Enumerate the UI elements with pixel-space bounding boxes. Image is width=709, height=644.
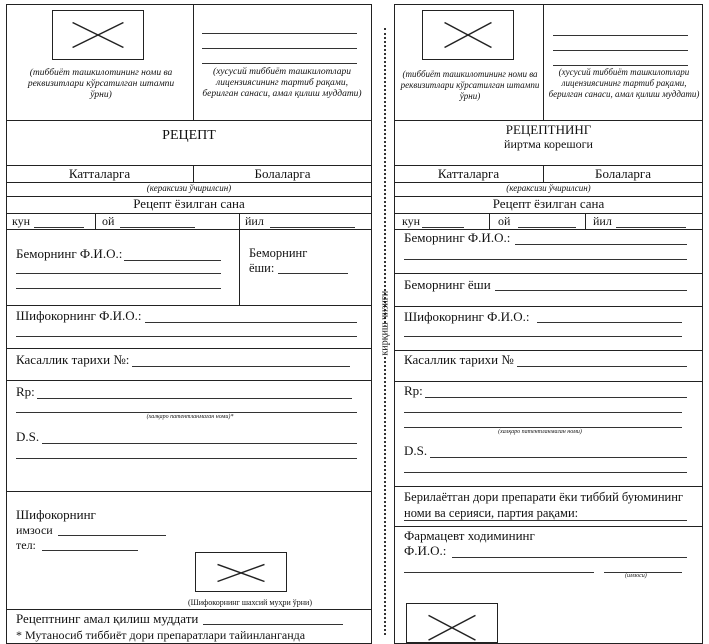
right-stamp-caption: (тиббиёт ташкилотининг номи ва реквизитлари кўрсатилган штампи ўрни) — [400, 69, 540, 101]
right-ds-label: D.S. — [404, 443, 428, 458]
right-date-header: Рецепт ёзилган сана — [492, 196, 605, 211]
left-stamp-placeholder — [52, 10, 144, 60]
divider — [6, 380, 372, 381]
right-month-label: ой — [498, 214, 511, 228]
left-patient-name-line-2[interactable] — [16, 273, 221, 274]
divider — [489, 213, 490, 229]
left-patient-name-field[interactable] — [124, 260, 221, 261]
left-patient-name-line-3[interactable] — [16, 288, 221, 289]
right-pharmacist-label-2: Ф.И.О.: — [404, 543, 447, 558]
divider — [585, 213, 586, 229]
right-history-field[interactable] — [517, 366, 687, 367]
right-patient-name-label: Беморнинг Ф.И.О.: — [404, 230, 511, 245]
right-license-line-3 — [553, 65, 688, 66]
divider — [239, 213, 240, 305]
left-license-caption: (хусусий тиббиёт ташкилотлари лицензиясининг тартиб рақами, берилган санаси, амал қилиш муддати) — [202, 67, 362, 99]
right-stamp-placeholder — [422, 10, 514, 60]
left-header-divider — [193, 4, 194, 120]
left-strike-note: (кераксизи ўчирилсин) — [146, 183, 232, 193]
divider — [543, 4, 544, 120]
left-inn-caption: (халқаро патентланмаган номи)* — [146, 414, 234, 420]
divider — [6, 491, 372, 492]
divider — [394, 350, 703, 351]
right-ds-line-2[interactable] — [404, 472, 687, 473]
left-doctor-seal-placeholder — [195, 552, 287, 592]
left-date-header: Рецепт ёзилган сана — [133, 196, 245, 211]
left-rp-line-2[interactable] — [16, 412, 357, 413]
divider — [394, 120, 703, 121]
cut-line-label: кирқиш чизиғи — [379, 290, 391, 356]
left-day-field[interactable] — [34, 227, 84, 228]
right-day-field[interactable] — [422, 227, 464, 228]
left-patient-age-label-1: Беморнинг — [249, 246, 308, 260]
cross-icon — [407, 604, 497, 642]
right-doctor-name-line-2[interactable] — [404, 336, 682, 337]
right-patient-age-field[interactable] — [495, 290, 687, 291]
left-history-label: Касаллик тарихи №: — [16, 352, 130, 367]
left-day-label: кун — [12, 214, 31, 228]
left-validity-label: Рецептнинг амал қилиш муддати — [16, 611, 199, 626]
divider — [6, 348, 372, 349]
right-doctor-name-field[interactable] — [537, 322, 682, 323]
right-license-caption: (хусусий тиббиёт ташкилотлари лицензиясининг тартиб рақами, берилган санаси, амал қилиш муддати) — [548, 67, 700, 99]
left-doctor-name-field[interactable] — [145, 322, 357, 323]
right-month-field[interactable] — [518, 227, 576, 228]
divider — [6, 213, 372, 214]
license-line-1 — [202, 33, 357, 34]
left-history-field[interactable] — [132, 366, 350, 367]
right-rp-label: Rp: — [404, 383, 423, 398]
left-children-option[interactable]: Болаларга — [254, 166, 311, 181]
left-year-field[interactable] — [270, 227, 355, 228]
divider — [6, 120, 372, 121]
divider — [394, 213, 703, 214]
left-patient-age-label-2: ёши: — [249, 261, 275, 275]
right-form-title-1: РЕЦЕПТНИНГ — [505, 122, 592, 137]
left-phone-field[interactable] — [42, 550, 138, 551]
left-doctor-name-label: Шифокорнинг Ф.И.О.: — [16, 308, 142, 323]
left-month-label: ой — [102, 214, 115, 228]
right-signature-caption: (имзоси) — [625, 573, 647, 579]
left-seal-caption: (Шифокорнинг шахсий муҳри ўрни) — [188, 598, 312, 607]
left-doctor-sign-label-1: Шифокорнинг — [16, 507, 96, 522]
right-drug-label-2: номи ва серияси, партия рақами: — [404, 506, 579, 520]
right-year-field[interactable] — [616, 227, 686, 228]
right-strike-note: (кераксизи ўчирилсин) — [506, 183, 591, 193]
divider — [394, 273, 703, 274]
divider — [6, 609, 372, 610]
right-patient-age-label: Беморнинг ёши — [404, 277, 491, 292]
left-patient-age-field[interactable] — [278, 273, 348, 274]
left-ds-line-2[interactable] — [16, 458, 357, 459]
right-license-line-2 — [553, 50, 688, 51]
divider — [95, 213, 96, 229]
left-doctor-sign-label-2: имзоси — [16, 523, 53, 537]
left-footnote: * Мутаносиб тиббиёт дори препаратлари тайинланганда — [16, 628, 306, 642]
cross-icon — [423, 11, 513, 59]
right-rp-line-3[interactable] — [404, 427, 682, 428]
divider — [394, 381, 703, 382]
cross-icon — [196, 553, 286, 591]
right-ds-field[interactable] — [430, 457, 687, 458]
right-pharmacist-name-line-2[interactable] — [404, 572, 594, 573]
license-line-2 — [202, 48, 357, 49]
right-year-label: йил — [593, 214, 612, 228]
left-rp-label: Rp: — [16, 384, 35, 399]
right-drug-label-1: Берилаётган дори препарати ёки тиббий буюмининг — [404, 490, 684, 504]
left-stamp-caption: (тиббиёт ташкилотининг номи ва реквизитлари кўрсатилган штампи ўрни) — [27, 68, 175, 100]
right-drug-field[interactable] — [404, 520, 687, 521]
left-year-label: йил — [245, 214, 264, 228]
left-phone-label: тел: — [16, 538, 36, 552]
left-patient-name-label: Беморнинг Ф.И.О.: — [16, 246, 123, 261]
right-patient-name-line-2[interactable] — [404, 259, 687, 260]
left-rp-field[interactable] — [37, 398, 352, 399]
right-form-title-2: йиртма корешоги — [504, 137, 593, 151]
divider — [394, 486, 703, 487]
right-patient-name-field[interactable] — [515, 244, 687, 245]
divider — [394, 306, 703, 307]
cross-icon — [53, 11, 143, 59]
left-ds-field[interactable] — [42, 443, 357, 444]
right-pharmacist-name-field[interactable] — [452, 557, 687, 558]
divider — [6, 229, 372, 230]
right-inn-caption: (халқаро патентланмаган номи) — [498, 429, 582, 435]
right-pharmacy-stamp-placeholder — [406, 603, 498, 643]
left-doctor-name-line-2[interactable] — [16, 336, 357, 337]
right-adults-option[interactable]: Катталарга — [437, 166, 500, 181]
left-month-field[interactable] — [120, 227, 195, 228]
left-ds-label: D.S. — [16, 429, 40, 444]
right-day-label: кун — [402, 214, 421, 228]
right-pharmacist-label-1: Фармацевт ходимининг — [404, 528, 535, 543]
right-rp-field[interactable] — [425, 397, 687, 398]
left-doctor-signature-field[interactable] — [58, 535, 166, 536]
left-form-title: РЕЦЕПТ — [162, 128, 216, 143]
divider — [6, 165, 372, 166]
right-history-label: Касаллик тарихи № — [404, 352, 514, 367]
left-validity-field[interactable] — [203, 624, 343, 625]
right-doctor-name-label: Шифокорнинг Ф.И.О.: — [404, 309, 530, 324]
right-rp-line-2[interactable] — [404, 412, 682, 413]
divider — [394, 526, 703, 527]
right-license-line-1 — [553, 35, 688, 36]
divider — [6, 305, 372, 306]
left-adults-option[interactable]: Катталарга — [68, 166, 131, 181]
right-children-option[interactable]: Болаларга — [594, 166, 652, 181]
license-line-3 — [202, 63, 357, 64]
